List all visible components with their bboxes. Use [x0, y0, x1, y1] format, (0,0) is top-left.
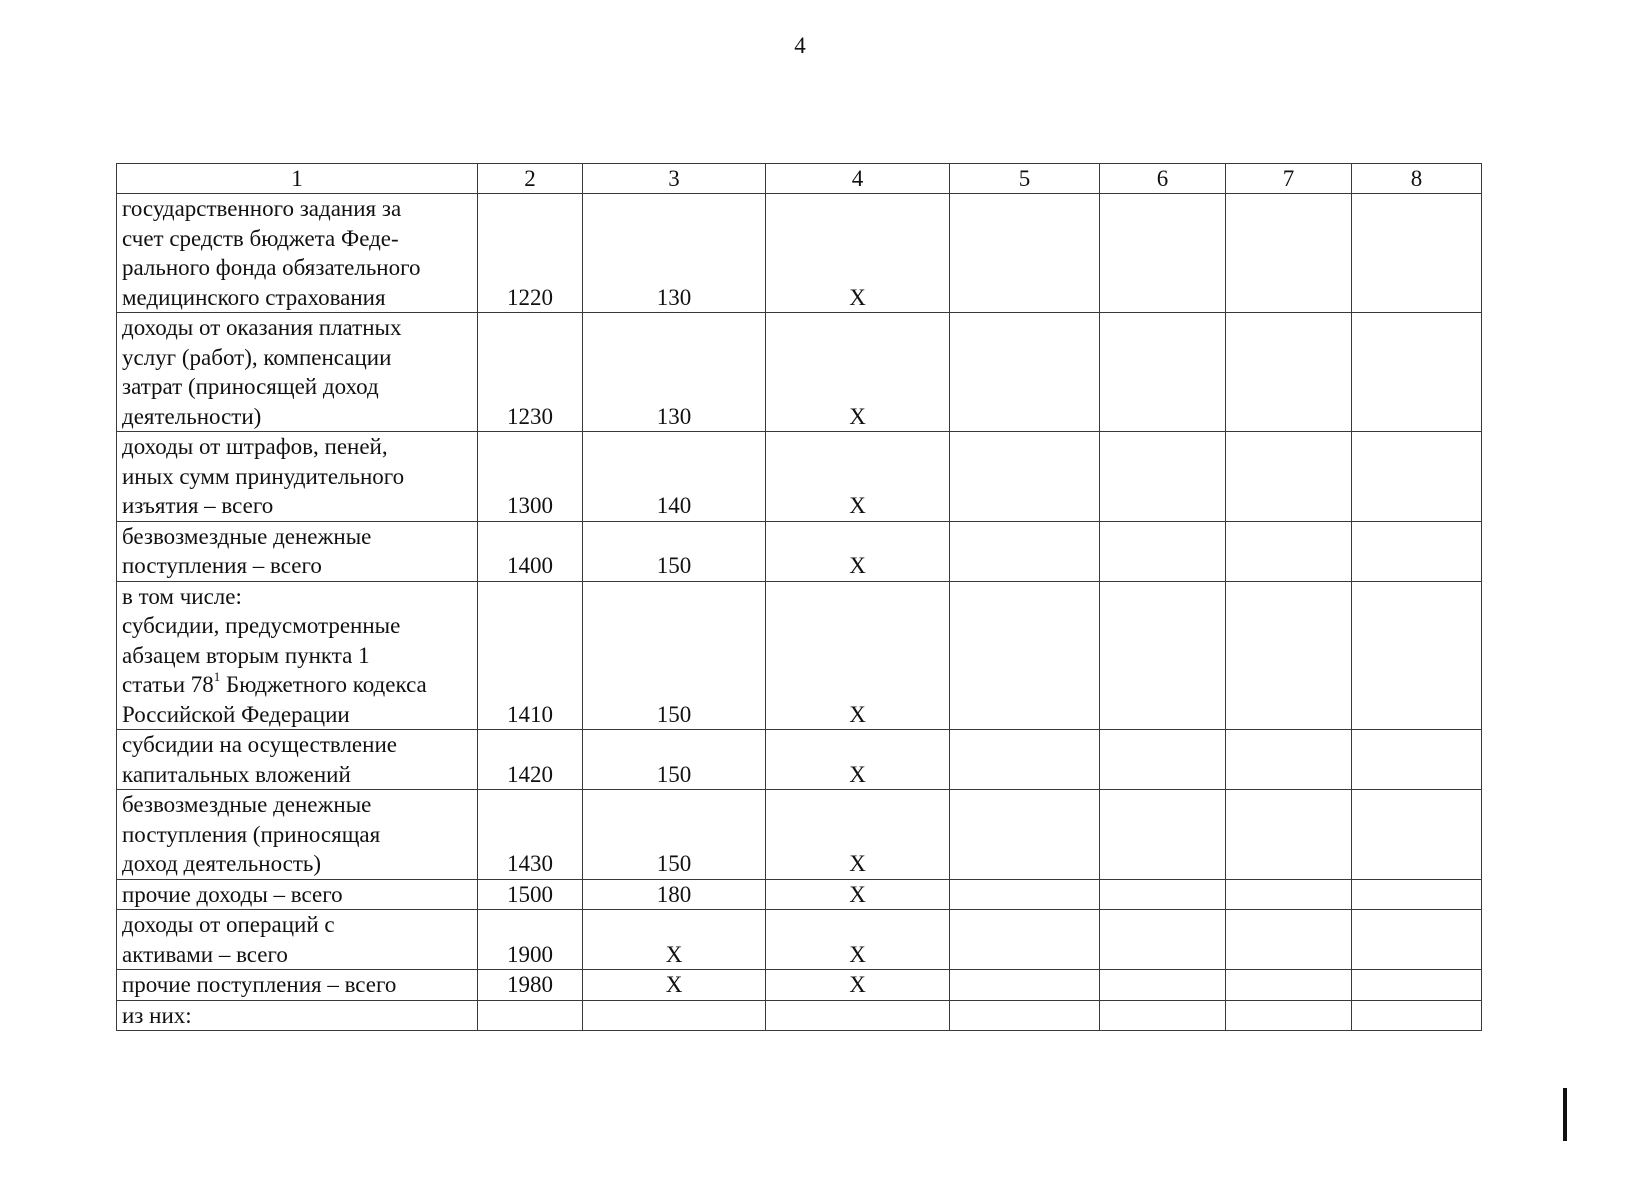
empty-cell — [1226, 432, 1352, 522]
row-name-part: Бюджетного кодекса Российской Федерации — [122, 672, 427, 727]
table-row — [117, 730, 1482, 790]
row-name-cell — [117, 432, 478, 522]
empty-cell — [950, 730, 1100, 790]
table-row — [117, 313, 1482, 432]
empty-cell — [1226, 581, 1352, 730]
empty-cell — [950, 432, 1100, 522]
row-code: 1500 — [478, 879, 583, 910]
empty-cell — [950, 194, 1100, 313]
row-code: 1220 — [478, 194, 583, 313]
empty-cell — [1100, 194, 1226, 313]
empty-cell — [1226, 910, 1352, 970]
table-row — [117, 879, 1482, 910]
row-col4: X — [766, 581, 950, 730]
table-row — [117, 581, 1482, 730]
empty-cell — [1226, 790, 1352, 880]
row-name-cell — [117, 730, 478, 790]
row-col4: X — [766, 313, 950, 432]
row-kbk: X — [583, 970, 766, 1001]
column-header: 5 — [950, 164, 1100, 194]
row-code: 1400 — [478, 521, 583, 581]
row-code: 1980 — [478, 970, 583, 1001]
row-code — [478, 1000, 583, 1031]
table-row — [117, 1000, 1482, 1031]
table-row — [117, 521, 1482, 581]
row-code: 1300 — [478, 432, 583, 522]
row-name-cell — [117, 313, 478, 432]
empty-cell — [1352, 313, 1482, 432]
empty-cell — [1100, 970, 1226, 1001]
empty-cell — [1352, 790, 1482, 880]
row-name: прочие поступления – всего — [122, 972, 397, 997]
empty-cell — [1226, 521, 1352, 581]
row-col4: X — [766, 910, 950, 970]
row-kbk: 150 — [583, 790, 766, 880]
row-name-cell — [117, 581, 478, 730]
empty-cell — [1352, 432, 1482, 522]
row-name-cell — [117, 879, 478, 910]
empty-cell — [1352, 521, 1482, 581]
row-name-cell — [117, 1000, 478, 1031]
scan-edge-mark — [1563, 1088, 1567, 1141]
empty-cell — [1352, 970, 1482, 1001]
column-header: 6 — [1100, 164, 1226, 194]
table-row — [117, 790, 1482, 880]
table-header-row — [117, 164, 1482, 194]
row-name: доходы от операций с активами – всего — [122, 912, 335, 967]
column-header: 4 — [766, 164, 950, 194]
empty-cell — [1352, 879, 1482, 910]
column-header: 7 — [1226, 164, 1352, 194]
empty-cell — [1100, 432, 1226, 522]
empty-cell — [950, 521, 1100, 581]
empty-cell — [1226, 730, 1352, 790]
empty-cell — [1226, 1000, 1352, 1031]
empty-cell — [950, 581, 1100, 730]
table-row — [117, 194, 1482, 313]
row-name-cell — [117, 910, 478, 970]
row-name: государственного задания за счет средств бюджета Феде- рального фонда обязательного медицинского страхования — [122, 196, 421, 310]
row-name: доходы от оказания платных услуг (работ), компенсации затрат (приносящей доход деятельности) — [122, 315, 402, 429]
row-col4: X — [766, 970, 950, 1001]
row-col4: X — [766, 194, 950, 313]
row-col4: X — [766, 879, 950, 910]
row-code: 1420 — [478, 730, 583, 790]
empty-cell — [1352, 730, 1482, 790]
table-row — [117, 910, 1482, 970]
empty-cell — [1100, 790, 1226, 880]
row-kbk: 150 — [583, 730, 766, 790]
empty-cell — [1226, 970, 1352, 1001]
empty-cell — [950, 910, 1100, 970]
row-col4: X — [766, 790, 950, 880]
row-kbk: 140 — [583, 432, 766, 522]
row-name: из них: — [122, 1002, 192, 1028]
row-kbk: 150 — [583, 521, 766, 581]
row-name: безвозмездные денежные поступления – всего — [122, 523, 372, 578]
row-name — [122, 582, 473, 730]
row-kbk: X — [583, 910, 766, 970]
empty-cell — [1352, 910, 1482, 970]
row-code: 1230 — [478, 313, 583, 432]
empty-cell — [1100, 879, 1226, 910]
empty-cell — [1100, 910, 1226, 970]
empty-cell — [1226, 194, 1352, 313]
page-number: 4 — [794, 33, 806, 58]
row-code: 1410 — [478, 581, 583, 730]
superscript: 1 — [213, 669, 221, 685]
empty-cell — [950, 1000, 1100, 1031]
empty-cell — [1100, 581, 1226, 730]
row-col4: X — [766, 521, 950, 581]
column-header: 2 — [478, 164, 583, 194]
row-kbk: 180 — [583, 879, 766, 910]
row-kbk: 130 — [583, 194, 766, 313]
row-col4 — [766, 1000, 950, 1031]
empty-cell — [1226, 313, 1352, 432]
empty-cell — [1100, 1000, 1226, 1031]
row-name: субсидии на осуществление капитальных вложений — [122, 732, 397, 787]
row-col4: X — [766, 432, 950, 522]
row-kbk: 130 — [583, 313, 766, 432]
column-header: 3 — [583, 164, 766, 194]
row-name-cell — [117, 970, 478, 1001]
row-name: безвозмездные денежные поступления (приносящая доход деятельность) — [122, 792, 381, 876]
empty-cell — [1352, 194, 1482, 313]
empty-cell — [950, 313, 1100, 432]
row-code: 1900 — [478, 910, 583, 970]
table-row — [117, 432, 1482, 522]
empty-cell — [1352, 1000, 1482, 1031]
empty-cell — [1100, 521, 1226, 581]
row-code: 1430 — [478, 790, 583, 880]
row-name-part: в том числе: субсидии, предусмотренные абзацем вторым пункта 1 статьи 78 — [122, 583, 401, 697]
empty-cell — [950, 790, 1100, 880]
row-kbk — [583, 1000, 766, 1031]
empty-cell — [1352, 581, 1482, 730]
row-kbk: 150 — [583, 581, 766, 730]
empty-cell — [950, 879, 1100, 910]
row-name: доходы от штрафов, пеней, иных сумм принудительного изъятия – всего — [122, 434, 405, 518]
empty-cell — [1100, 730, 1226, 790]
row-name-cell — [117, 194, 478, 313]
row-name-cell — [117, 521, 478, 581]
income-table — [116, 163, 1482, 1031]
empty-cell — [950, 970, 1100, 1001]
row-name: прочие доходы – всего — [122, 881, 343, 907]
empty-cell — [1100, 313, 1226, 432]
column-header: 8 — [1352, 164, 1482, 194]
row-col4: X — [766, 730, 950, 790]
empty-cell — [1226, 879, 1352, 910]
row-name-cell — [117, 790, 478, 880]
column-header: 1 — [117, 164, 478, 194]
table-row — [117, 970, 1482, 1001]
